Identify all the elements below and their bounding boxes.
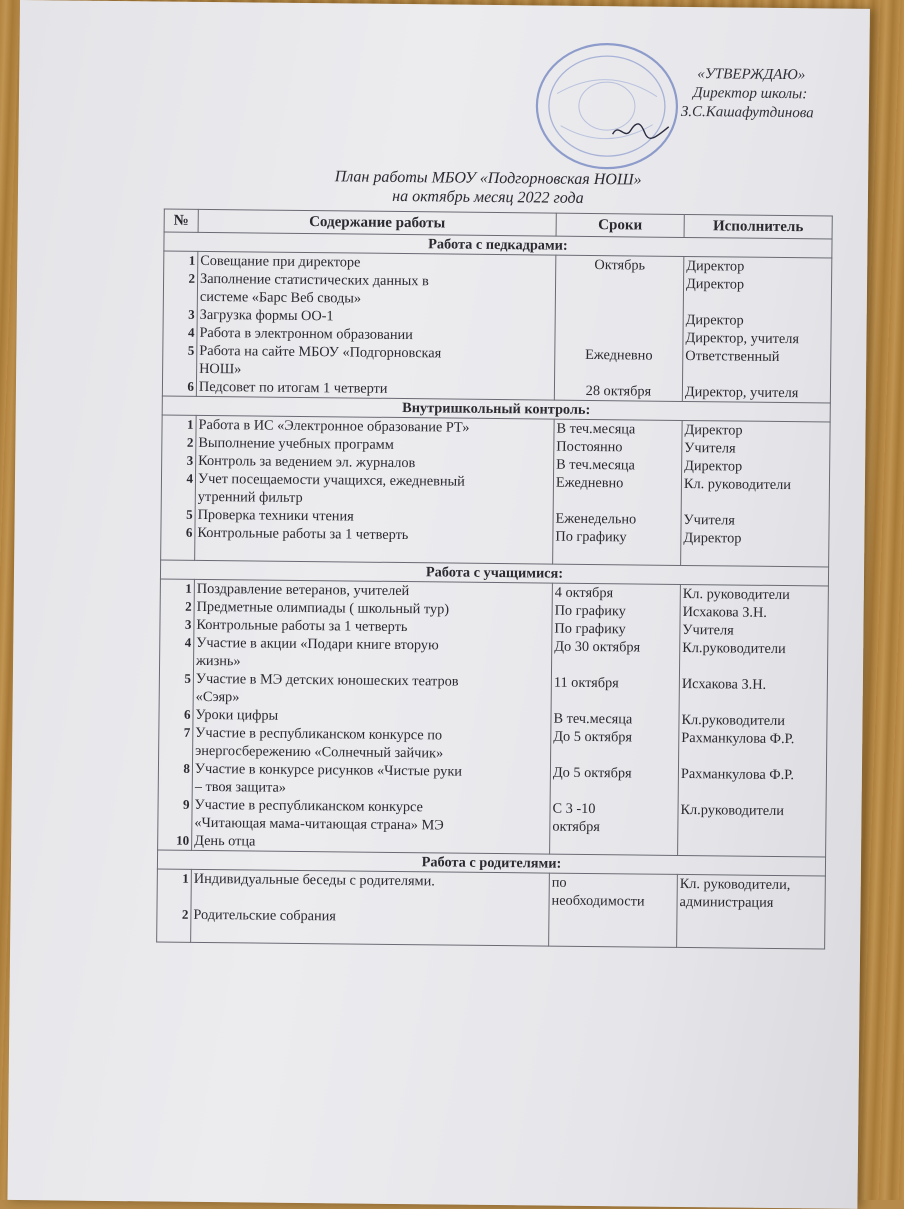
task-executor (681, 783, 824, 802)
row-number (159, 924, 188, 942)
row-number (165, 360, 194, 378)
task-executor: Ответственный (685, 347, 780, 365)
approval-name: З.С.Кашафутдинова (680, 103, 814, 122)
document-title (298, 167, 678, 209)
task-date (551, 910, 674, 929)
approval-block (659, 65, 814, 124)
task-date (552, 836, 675, 855)
task-description-cell (196, 251, 555, 400)
task-description: Загрузка формы ОО-1 (199, 306, 334, 325)
task-executor (682, 693, 825, 712)
task-date (551, 928, 674, 947)
task-date: По графику (554, 602, 626, 620)
row-number: 5 (186, 506, 193, 522)
task-date: По графику (554, 620, 626, 638)
row-number: 5 (187, 342, 195, 358)
row-number: 2 (188, 270, 196, 286)
row-number: 6 (183, 706, 191, 722)
task-date-cell (554, 255, 684, 401)
row-number: 8 (183, 760, 191, 776)
task-executor: Директор, учителя (684, 383, 799, 402)
task-description: Заполнение статистических данных в (200, 270, 429, 290)
task-description: Работа на сайте МБОУ «Подгорновская (199, 342, 442, 362)
task-executor: Директор (684, 457, 743, 475)
row-number: 1 (186, 416, 194, 432)
task-description: Выполнение учебных программ (198, 434, 394, 453)
header-dates: Сроки (556, 213, 684, 237)
section-content-row (158, 579, 829, 857)
task-date: По графику (555, 528, 627, 546)
row-number (161, 742, 190, 760)
task-date (557, 328, 680, 347)
task-executor: Кл. руководители, (679, 875, 791, 894)
approval-heading: «УТВЕРЖДАЮ» (697, 66, 806, 84)
task-date (553, 782, 676, 801)
header-number: № (164, 209, 198, 232)
row-number (163, 542, 192, 560)
task-description: Совещание при директоре (200, 252, 361, 271)
task-description: Участие в конкурсе рисунков «Чистые руки (194, 760, 463, 780)
row-number: 9 (183, 796, 190, 812)
task-description: Родительские собрания (193, 906, 337, 925)
task-date (555, 546, 678, 565)
task-description: «Сэяр» (195, 688, 240, 706)
task-date: Ежедневно (585, 346, 653, 364)
row-number: 5 (184, 670, 191, 686)
task-executor-cell (678, 584, 829, 857)
section-content-row (161, 415, 830, 567)
task-executor: Директор (683, 529, 742, 547)
task-date: В теч.месяца (553, 710, 633, 728)
task-description: – твоя защита» (194, 778, 287, 796)
signature-icon (611, 118, 671, 143)
section-title: Внутришкольный контроль: (162, 396, 830, 422)
task-date (557, 364, 680, 383)
row-number: 3 (186, 452, 194, 468)
row-number: 7 (183, 724, 191, 740)
task-executor (685, 365, 828, 384)
task-date: Постоянно (556, 438, 623, 456)
task-description: День отца (194, 832, 256, 850)
task-executor (679, 911, 822, 930)
task-date-cell (553, 419, 683, 565)
row-number (162, 652, 191, 670)
task-description: Педсовет по итогам 1 четверти (198, 378, 388, 397)
row-number-cell (158, 579, 195, 850)
section-content-row (157, 869, 826, 949)
task-executor: Кл.руководители (681, 711, 785, 730)
task-description: Контрольные работы за 1 четверть (197, 524, 409, 544)
row-number: 6 (185, 524, 193, 540)
task-description: Поздравление ветеранов, учителей (196, 580, 410, 600)
task-executor (681, 747, 824, 766)
task-description: Контроль за ведением эл. журналов (198, 452, 416, 472)
task-description: Участие в акции «Подари книге вторую (196, 634, 439, 654)
row-number: 6 (187, 378, 195, 394)
task-description: Участие в республиканском конкурсе по (195, 724, 443, 744)
row-number-cell (162, 251, 198, 396)
task-executor: Рахманкулова Ф.Р. (680, 765, 795, 784)
task-executor (683, 547, 826, 566)
task-date: 28 октября (585, 382, 652, 400)
row-number: 1 (185, 580, 192, 596)
task-executor: Директор (685, 311, 744, 329)
approval-position: Директор школы: (692, 85, 808, 103)
task-date: С 3 -10 (552, 800, 596, 818)
task-date: необходимости (551, 892, 645, 910)
task-date (558, 310, 681, 329)
task-executor: Исхакова З.Н. (681, 675, 767, 693)
task-executor (680, 819, 823, 838)
header-content: Содержание работы (198, 209, 556, 236)
task-date: Ежедневно (555, 474, 624, 492)
task-executor: Исхакова З.Н. (682, 603, 767, 621)
task-description-cell (192, 579, 553, 854)
task-description: жизнь» (196, 652, 241, 670)
task-executor: Кл.руководители (682, 639, 786, 658)
task-date: До 5 октября (552, 764, 632, 782)
task-description: Уроки цифры (195, 706, 279, 724)
row-number: 4 (186, 470, 194, 486)
task-date: В теч.месяца (556, 456, 636, 474)
header-executor: Исполнитель (684, 214, 832, 239)
task-executor: Директор (684, 421, 743, 439)
row-number: 4 (184, 634, 192, 650)
task-executor-cell (682, 256, 832, 403)
task-executor (679, 929, 822, 948)
task-executor: Учителя (684, 439, 736, 457)
task-description: Участие в МЭ детских юношеских театров (195, 670, 459, 690)
title-line-1: План работы МБОУ «Подгорновская НОШ» (334, 168, 642, 189)
task-description: Предметные олимпиады ( школьный тур) (196, 598, 450, 618)
task-executor: Директор (686, 257, 745, 275)
task-date: До 5 октября (553, 728, 633, 746)
row-number: 3 (184, 616, 192, 632)
table-body (157, 232, 832, 949)
task-description: утренний фильтр (197, 488, 303, 506)
task-executor: Кл. руководители (683, 475, 792, 494)
task-date (558, 292, 681, 311)
task-date: До 30 октября (554, 638, 641, 656)
task-description: НОШ» (199, 360, 242, 378)
task-date: октября (552, 818, 601, 836)
task-description: «Читающая мама-читающая страна» МЭ (194, 814, 444, 834)
task-description: системе «Барс Веб своды» (199, 288, 362, 307)
task-date: Октябрь (594, 257, 646, 274)
task-description-cell (195, 415, 554, 564)
row-number (162, 688, 191, 706)
task-date (558, 274, 681, 293)
row-number: 4 (187, 324, 195, 340)
row-number-cell (161, 415, 197, 560)
task-date (553, 746, 676, 765)
task-date: 11 октября (553, 674, 619, 692)
task-description: энергосбережению «Солнечный зайчик» (195, 742, 444, 762)
task-description: Индивидуальные беседы с родителями. (193, 870, 435, 890)
task-description: Контрольные работы за 1 четверть (196, 616, 408, 636)
row-number (166, 288, 195, 306)
row-number: 1 (188, 252, 196, 268)
task-date: В теч.месяца (556, 420, 636, 438)
document-page (7, 0, 870, 1209)
row-number: 10 (176, 832, 190, 848)
task-executor: администрация (679, 893, 774, 911)
task-executor (686, 293, 829, 312)
row-number (160, 814, 189, 832)
task-date: 4 октября (554, 584, 614, 602)
task-description-cell (191, 869, 550, 946)
section-content-row (162, 251, 831, 403)
row-number: 2 (185, 598, 192, 614)
task-description: Проверка техники чтения (197, 506, 354, 525)
row-number (164, 488, 193, 506)
task-date (556, 492, 679, 511)
section-title: Работа с педкадрами: (164, 232, 832, 258)
task-executor: Учителя (683, 511, 735, 529)
task-date-cell (550, 583, 681, 855)
row-number: 3 (188, 306, 195, 322)
task-executor: Кл. руководители (682, 585, 790, 604)
task-executor: Рахманкулова Ф.Р. (681, 729, 795, 748)
row-number: 2 (181, 906, 189, 922)
task-description (193, 924, 546, 946)
task-date (554, 656, 677, 675)
task-date (554, 692, 677, 711)
task-executor (680, 837, 823, 856)
task-executor: Директор, учителя (685, 329, 800, 348)
task-executor: Учителя (682, 621, 734, 639)
task-executor-cell (677, 874, 826, 949)
task-executor (684, 493, 827, 512)
task-executor: Директор (685, 275, 745, 293)
task-executor: Кл.руководители (680, 801, 785, 820)
row-number (161, 778, 190, 796)
work-plan-table (156, 209, 833, 950)
task-date: по (551, 874, 567, 891)
task-description: Работа в ИС «Электронное образование РТ» (198, 416, 470, 436)
task-executor (682, 657, 825, 676)
row-number: 2 (186, 434, 194, 450)
task-description: Учет посещаемости учащихся, ежедневный (197, 470, 465, 490)
row-number-cell (157, 869, 192, 942)
title-line-2: на октябрь месяц 2022 года (392, 187, 584, 207)
section-title: Работа с родителями: (157, 850, 825, 876)
section-title: Работа с учащимися: (160, 560, 828, 586)
task-date-cell (549, 873, 678, 947)
task-description: Работа в электронном образовании (199, 324, 413, 344)
row-number: 1 (182, 870, 189, 886)
task-executor-cell (681, 420, 831, 567)
row-number (160, 888, 189, 906)
task-date: Еженедельно (555, 510, 637, 528)
task-description: Участие в республиканском конкурсе (194, 796, 424, 816)
